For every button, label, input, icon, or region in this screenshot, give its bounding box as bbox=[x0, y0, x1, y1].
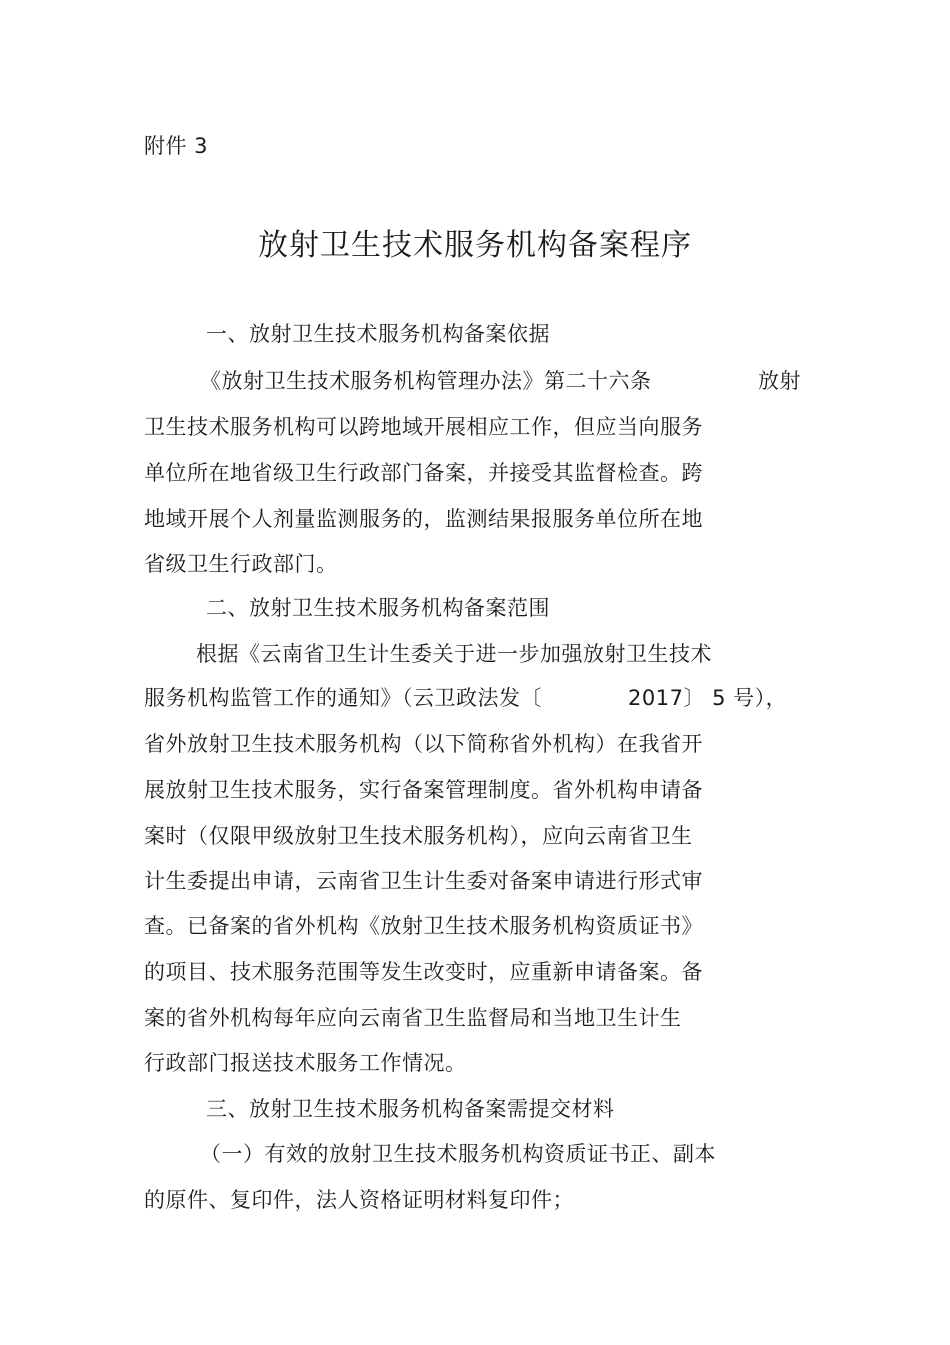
section1-heading: 一、放射卫生技术服务机构备案依据 bbox=[206, 322, 550, 346]
section1-line1-right: 放射 bbox=[758, 369, 801, 393]
section3-heading: 三、放射卫生技术服务机构备案需提交材料 bbox=[206, 1097, 615, 1121]
section2-line5: 案时（仅限甲级放射卫生技术服务机构），应向云南省卫生 bbox=[144, 824, 693, 848]
section2-line3: 省外放射卫生技术服务机构（以下简称省外机构）在我省开 bbox=[144, 732, 703, 756]
section1-line5: 省级卫生行政部门。 bbox=[144, 552, 338, 576]
attachment-label: 附件 3 bbox=[144, 134, 209, 158]
section3-line1: （一）有效的放射卫生技术服务机构资质证书正、副本 bbox=[200, 1142, 716, 1166]
section1-line1-left: 《放射卫生技术服务机构管理办法》第二十六条 bbox=[200, 369, 652, 393]
section2-heading: 二、放射卫生技术服务机构备案范围 bbox=[206, 596, 550, 620]
document-title-text: 放射卫生技术服务机构备案程序 bbox=[258, 228, 692, 263]
section2-line9: 案的省外机构每年应向云南省卫生监督局和当地卫生计生 bbox=[144, 1006, 682, 1030]
section1-line2: 卫生技术服务机构可以跨地域开展相应工作，但应当向服务 bbox=[144, 415, 703, 439]
section2-line8: 的项目、技术服务范围等发生改变时，应重新申请备案。备 bbox=[144, 960, 703, 984]
section2-line4: 展放射卫生技术服务，实行备案管理制度。省外机构申请备 bbox=[144, 778, 703, 802]
section2-line1: 根据《云南省卫生计生委关于进一步加强放射卫生技术 bbox=[196, 642, 712, 666]
section3-line2: 的原件、复印件，法人资格证明材料复印件； bbox=[144, 1188, 574, 1212]
section1-line4: 地域开展个人剂量监测服务的，监测结果报服务单位所在地 bbox=[144, 507, 703, 531]
section1-line3: 单位所在地省级卫生行政部门备案，并接受其监督检查。跨 bbox=[144, 461, 703, 485]
section2-line6: 计生委提出申请，云南省卫生计生委对备案申请进行形式审 bbox=[144, 869, 703, 893]
section2-line2-left: 服务机构监管工作的通知》（云卫政法发〔 bbox=[144, 686, 542, 710]
document-title bbox=[0, 226, 950, 266]
section2-line7: 查。已备案的省外机构《放射卫生技术服务机构资质证书》 bbox=[144, 914, 703, 938]
section2-line10: 行政部门报送技术服务工作情况。 bbox=[144, 1051, 467, 1075]
section2-line2-right: 2017〕 5 号）， bbox=[628, 686, 788, 710]
